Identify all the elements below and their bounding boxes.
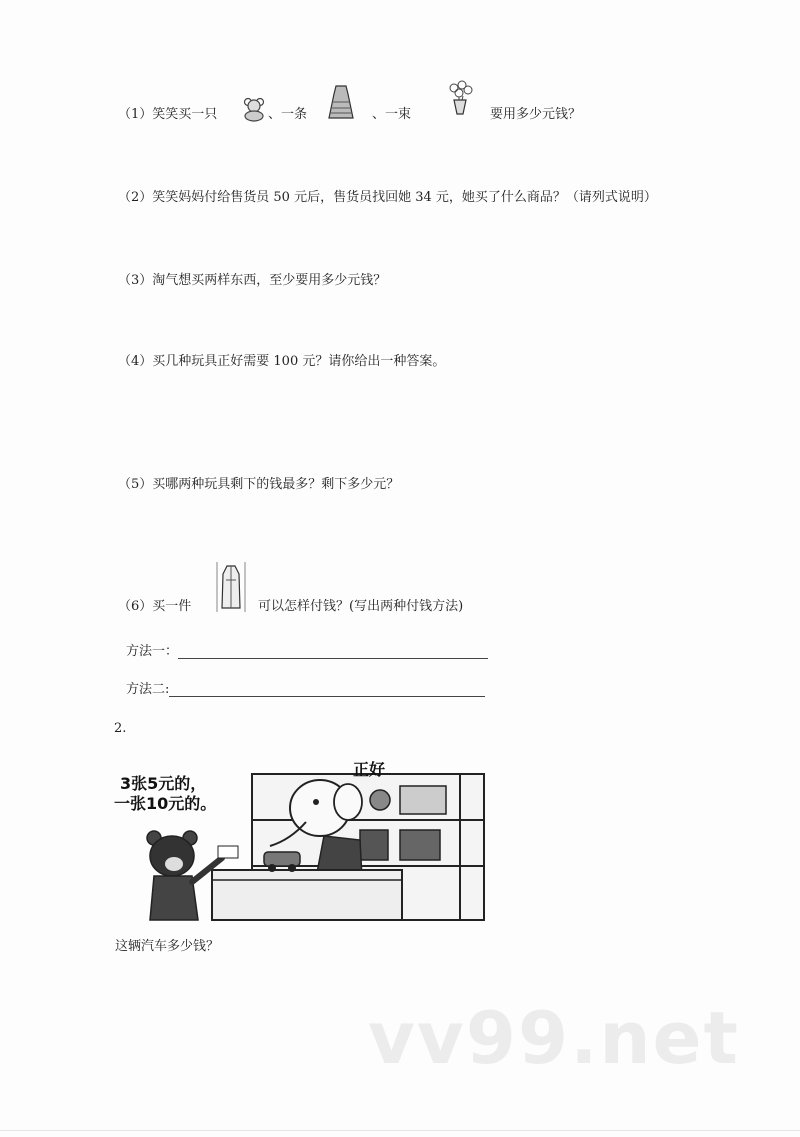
teddy-bear-icon xyxy=(240,96,268,122)
question-1 xyxy=(118,103,217,122)
question-1-part-b: 、一条 xyxy=(268,107,308,122)
question-6-part-b: 可以怎样付钱？(写出两种付钱方法) xyxy=(258,599,464,614)
question-5: （5）买哪两种玩具剩下的钱最多？剩下多少元？ xyxy=(118,477,400,492)
bubble-right: 正好 xyxy=(353,760,386,779)
method-2-row xyxy=(126,678,485,697)
question-1-text-a: （1）笑笑买一只 xyxy=(118,107,218,122)
method-2-answer-line[interactable] xyxy=(169,684,485,697)
bubble-left-line-1: 3张5元的， xyxy=(120,774,207,793)
bubble-left-line-2: 一张10元的。 xyxy=(114,794,217,813)
dress-icon xyxy=(326,84,356,120)
section-2-number: 2. xyxy=(114,721,127,736)
method-1-label: 方法一： xyxy=(126,644,179,659)
question-2: （2）笑笑妈妈付给售货员 50 元后，售货员找回她 34 元，她买了什么商品？（请列式说明） xyxy=(118,190,657,205)
flower-bouquet-icon xyxy=(442,78,478,118)
watermark: vv99.net xyxy=(368,996,740,1080)
page-bottom-divider xyxy=(0,1130,800,1131)
question-3: （3）淘气想买两样东西，至少要用多少元钱？ xyxy=(118,273,387,288)
question-1-part-d: 要用多少元钱？ xyxy=(490,107,582,122)
method-1-row xyxy=(126,640,488,659)
question-4: （4）买几种玩具正好需要 100 元？请你给出一种答案。 xyxy=(118,354,446,369)
method-2-label: 方法二: xyxy=(126,682,170,697)
section-2-question: 这辆汽车多少钱？ xyxy=(115,939,220,954)
question-1-part-c: 、一束 xyxy=(372,107,412,122)
question-6-part-a: （6）买一件 xyxy=(118,599,192,614)
coat-icon xyxy=(214,560,248,614)
method-1-answer-line[interactable] xyxy=(178,646,488,659)
